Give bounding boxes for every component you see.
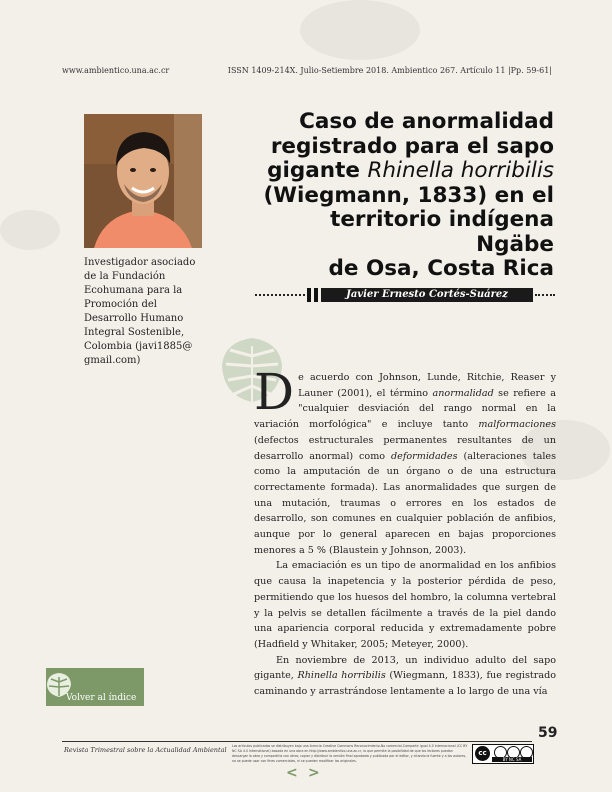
cc-license-badge[interactable] <box>472 744 534 764</box>
text-run: (alteraciones tales como la amputación de un órgano o de una estructura correctamente formada). Las anormalidades que surgen de una mutación, traumas o errores en los estados de desarrollo, son comunes en cualquier población de anfibios, aunque por lo general aparecen en bajas proporciones menores a 5 % (Blaustein y Johnson, 2003). <box>254 450 556 556</box>
emphasis: malformaciones <box>478 419 556 431</box>
text-run: (Wiegmann, 1833), fue registrado caminando y arrastrándose lentamente a lo largo de una vía <box>254 670 556 698</box>
drop-cap: D <box>254 363 295 421</box>
paper-texture <box>300 0 420 60</box>
author-name: Javier Ernesto Cortés-Suárez <box>321 288 533 302</box>
author-photo <box>84 114 202 248</box>
back-to-index-label[interactable]: Volver al índice <box>66 693 137 703</box>
header-website[interactable]: www.ambientico.una.ac.cr <box>62 66 170 75</box>
title-line: (Wiegmann, 1833) en el <box>263 182 554 208</box>
cc-terms: BY NC SA <box>492 757 532 762</box>
text-run: se refiere a "cualquier desviación del rango normal en la variación morfológica" e incluye tanto <box>254 387 556 431</box>
paper-texture <box>0 210 60 250</box>
title-line: de Osa, Costa Rica <box>328 256 554 281</box>
text-run: En noviembre de 2013, un individuo adulto del sapo gigante, <box>254 654 556 682</box>
license-text: Los artículos publicados se distribuyen bajo una licencia Creative Commons Reconocimiento-No comercial-Compartir igual 4.0 Internacional (CC BY NC SA 4.0 International) basada en una obra en http://www.ambientico.una.ac.cr, lo que permite la posibilidad de que los lectores puedan descargar la obra y compartirla con otros; copiar y distribuir la versión final aprobada y publicada por el editor, y citando la fuente y a los autores, no se puede usar con fines comerciales, ni se pueden modificar los originales. <box>232 744 468 763</box>
divider-bar <box>307 288 311 302</box>
title-line: registrado para el sapo <box>270 133 554 159</box>
footer-divider <box>62 741 532 742</box>
species-name: Rhinella horribilis <box>297 670 386 682</box>
article-body <box>254 363 556 700</box>
paragraph: La emaciación es un tipo de anormalidad en los anfibios que causa la inapetencia y la posterior pérdida de peso, permitiendo que los huesos del hombro, la columna vertebral y la pelvis se detallen fácilmente a través de la piel dando una apariencia corporal reducida y extremadamente pobre (Hadfield y Whitaker, 2005; Meteyer, 2000). <box>254 560 556 650</box>
journal-name: Revista Trimestral sobre la Actualidad Ambiental <box>64 746 227 754</box>
divider-bar <box>314 288 318 302</box>
paragraph <box>254 653 556 700</box>
next-page-button[interactable]: > <box>308 765 320 781</box>
emphasis: deformidades <box>391 450 458 462</box>
text-run: (defectos estructurales permanentes resultantes de un desarrollo anormal) como <box>254 434 556 462</box>
divider-dots <box>255 294 305 296</box>
title-line: gigante <box>267 158 368 183</box>
divider-dots <box>535 294 555 296</box>
paragraph <box>254 363 556 558</box>
title-line: Caso de anormalidad <box>299 109 554 134</box>
previous-page-button[interactable]: < <box>286 765 298 781</box>
title-line: territorio indígena Ngäbe <box>330 207 554 257</box>
author-affiliation: Investigador asociado de la Fundación Ecohumana para la Promoción del Desarrollo Humano Integral Sostenible, Colombia (javi1885@ gmail.com) <box>84 257 196 366</box>
page-number: 59 <box>538 725 558 741</box>
author-byline <box>255 288 555 302</box>
cc-icon: cc <box>475 746 490 761</box>
text-run: e acuerdo con Johnson, Lunde, Ritchie, Reaser y Launer (2001), el término <box>298 372 556 399</box>
header-issn: ISSN 1409-214X. Julio-Setiembre 2018. Ambientico 267. Artículo 11 |Pp. 59-61| <box>227 66 552 75</box>
article-title <box>254 110 554 282</box>
species-name: Rhinella horribilis <box>367 158 554 183</box>
emphasis: anormalidad <box>432 387 494 399</box>
